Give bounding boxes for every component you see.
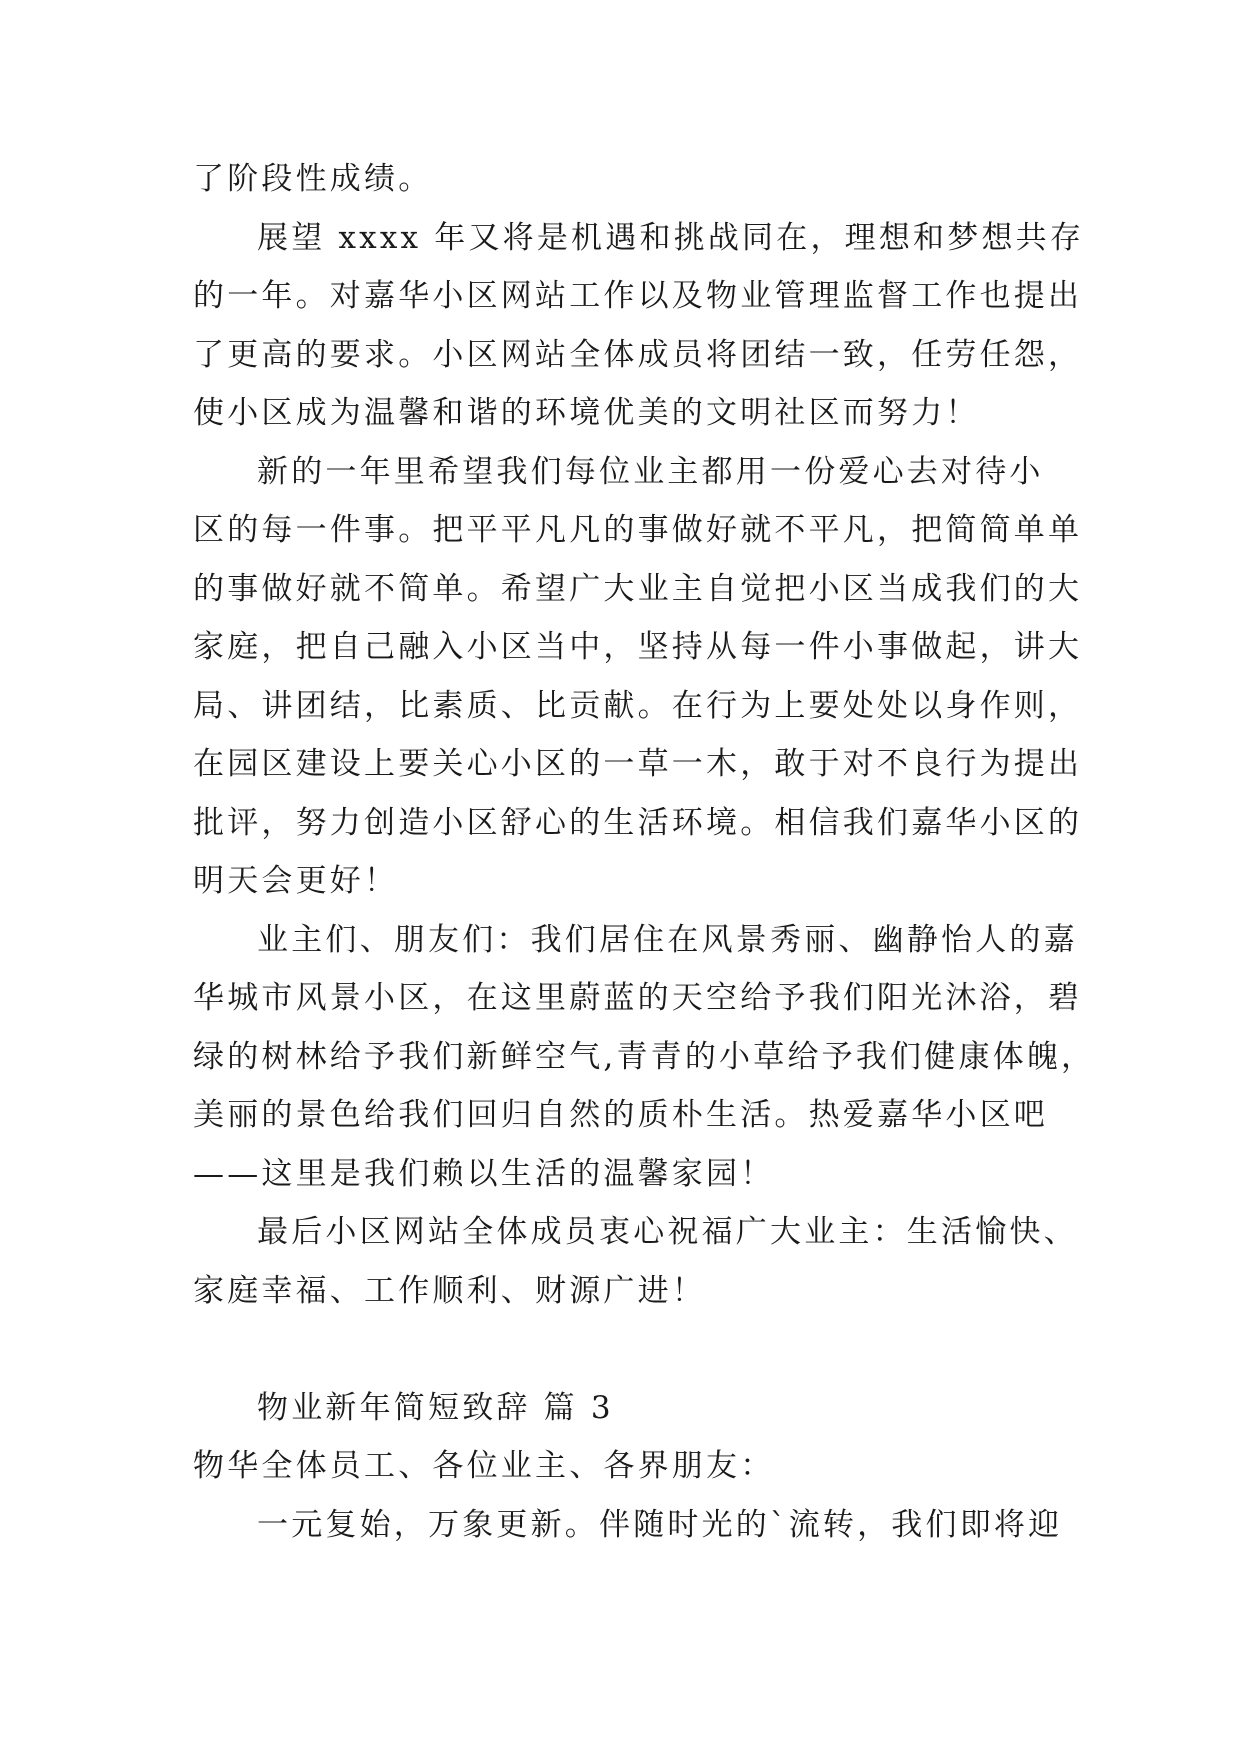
paragraph-start-line: 新的一年里希望我们每位业主都用一份爱心去对待小 bbox=[257, 453, 1044, 490]
section-heading: 物业新年简短致辞 篇 3 bbox=[257, 1389, 614, 1426]
text-line: 批评，努力创造小区舒心的生活环境。相信我们嘉华小区的 bbox=[193, 804, 1083, 841]
paragraph-start-line: 最后小区网站全体成员衷心祝福广大业主：生活愉快、 bbox=[257, 1214, 1078, 1250]
text-line: 了更高的要求。小区网站全体成员将团结一致，任劳任怨， bbox=[193, 336, 1083, 373]
text-line: 使小区成为温馨和谐的环境优美的文明社区而努力！ bbox=[193, 395, 980, 431]
text-line: 美丽的景色给我们回归自然的质朴生活。热爱嘉华小区吧 bbox=[193, 1097, 1048, 1133]
document-body bbox=[193, 150, 1096, 1554]
paragraph-start-line: 业主们、朋友们：我们居住在风景秀丽、幽静怡人的嘉 bbox=[257, 921, 1078, 958]
text-line: 绿的树林给予我们新鲜空气,青青的小草给予我们健康体魄， bbox=[193, 1038, 1096, 1075]
text-line: 在园区建设上要关心小区的一草一木，敢于对不良行为提出 bbox=[193, 746, 1083, 782]
greeting-line: 物华全体员工、各位业主、各界朋友： bbox=[193, 1448, 775, 1484]
paragraph-start-line: 一元复始，万象更新。伴随时光的`流转，我们即将迎 bbox=[257, 1506, 1063, 1543]
text-line: 了阶段性成绩。 bbox=[193, 161, 433, 197]
paragraph-start-line: 展望 xxxx 年又将是机遇和挑战同在，理想和梦想共存 bbox=[257, 219, 1085, 256]
text-line: 的一年。对嘉华小区网站工作以及物业管理监督工作也提出 bbox=[193, 278, 1083, 314]
text-line: 家庭，把自己融入小区当中，坚持从每一件小事做起，讲大 bbox=[193, 629, 1083, 665]
text-line: ——这里是我们赖以生活的温馨家园！ bbox=[193, 1155, 775, 1192]
text-line: 华城市风景小区，在这里蔚蓝的天空给予我们阳光沐浴，碧 bbox=[193, 980, 1083, 1016]
text-line: 区的每一件事。把平平凡凡的事做好就不平凡，把简简单单 bbox=[193, 512, 1083, 548]
blank-line bbox=[193, 1320, 1073, 1379]
text-line: 家庭幸福、工作顺利、财源广进！ bbox=[193, 1272, 706, 1309]
text-line: 局、讲团结，比素质、比贡献。在行为上要处处以身作则， bbox=[193, 687, 1083, 724]
text-line: 明天会更好！ bbox=[193, 863, 399, 899]
text-line: 的事做好就不简单。希望广大业主自觉把小区当成我们的大 bbox=[193, 570, 1083, 607]
